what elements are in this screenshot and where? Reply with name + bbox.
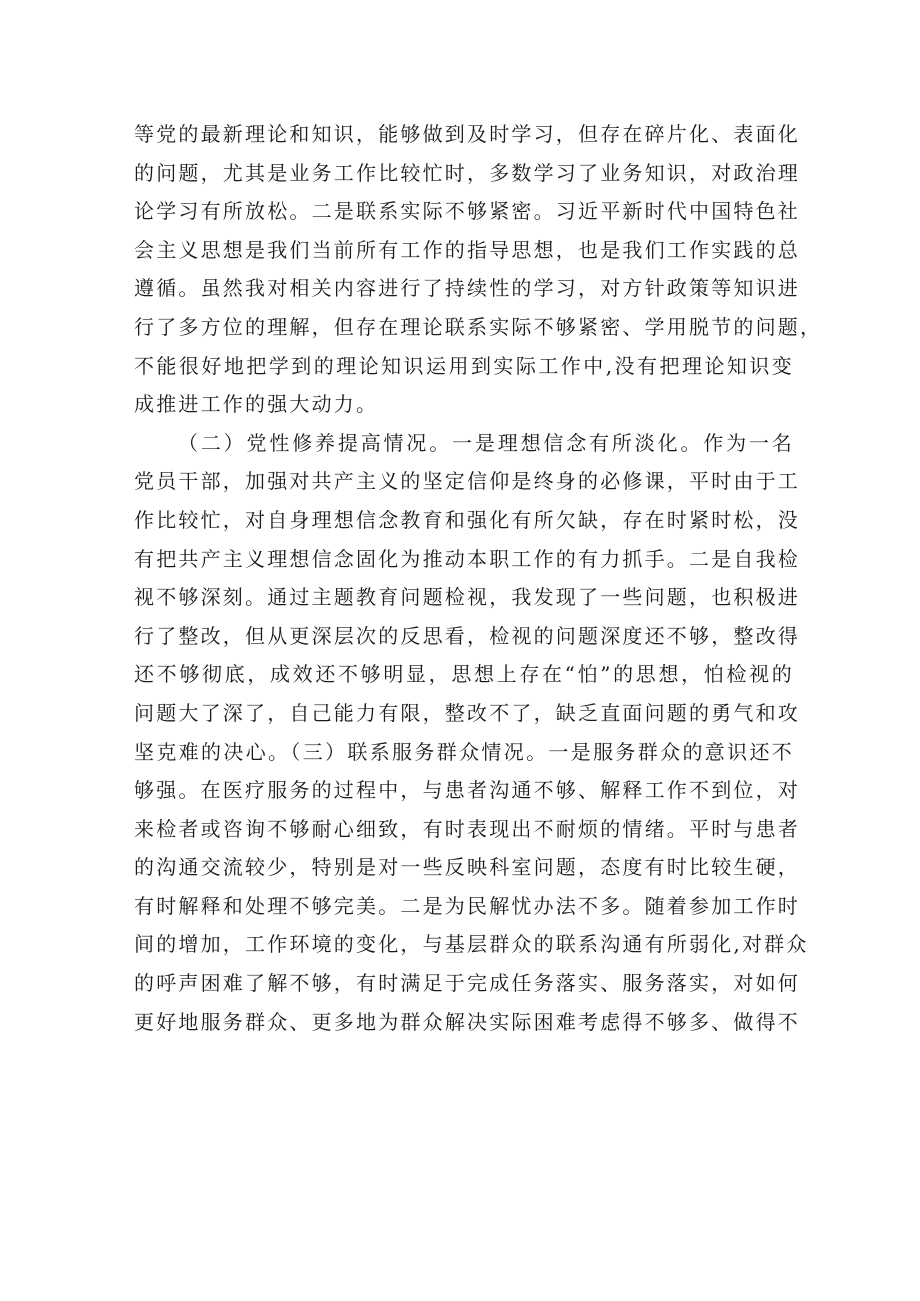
text-line: 会主义思想是我们当前所有工作的指导思想，也是我们工作实践的总	[134, 237, 800, 262]
text-line: 不能很好地把学到的理论知识运用到实际工作中,没有把理论知识变	[134, 353, 794, 378]
text-line: 视不够深刻。通过主题教育问题检视，我发现了一些问题，也积极进	[134, 585, 800, 610]
text-line: 成推进工作的强大动力。	[134, 392, 379, 417]
text-line: 还不够彻底，成效还不够明显，思想上存在“怕”的思想，怕检视的	[134, 662, 794, 687]
text-line: 更好地服务群众、更多地为群众解决实际困难考虑得不够多、做得不	[134, 1009, 800, 1034]
text-line: 的沟通交流较少，特别是对一些反映科室问题，态度有时比较生硬，	[134, 855, 800, 880]
text-line: 有把共产主义理想信念固化为推动本职工作的有力抓手。二是自我检	[134, 546, 800, 571]
body-text	[134, 115, 823, 1041]
text-line: 的呼声困难了解不够，有时满足于完成任务落实、服务落实，对如何	[134, 971, 800, 996]
text-line: 间的增加，工作环境的变化，与基层群众的联系沟通有所弱化,对群众	[134, 932, 809, 957]
text-line: 来检者或咨询不够耐心细致，有时表现出不耐烦的情绪。平时与患者	[134, 816, 800, 841]
text-line: 行了多方位的理解，但存在理论联系实际不够紧密、学用脱节的问题，	[134, 314, 823, 339]
text-line: 有时解释和处理不够完美。二是为民解忧办法不多。随着参加工作时	[134, 893, 800, 918]
text-line: 坚克难的决心。（三）联系服务群众情况。一是服务群众的意识还不	[134, 739, 794, 764]
text-line: 够强。在医疗服务的过程中，与患者沟通不够、解释工作不到位，对	[134, 778, 800, 803]
text-line: 的问题，尤其是业务工作比较忙时，多数学习了业务知识，对政治理	[134, 160, 800, 185]
text-line: 等党的最新理论和知识，能够做到及时学习，但存在碎片化、表面化	[134, 122, 800, 146]
text-line: 遵循。虽然我对相关内容进行了持续性的学习，对方针政策等知识进	[134, 276, 800, 301]
text-line: 作比较忙，对自身理想信念教育和强化有所欠缺，存在时紧时松，没	[134, 507, 800, 532]
text-line: （二）党性修养提高情况。一是理想信念有所淡化。作为一名	[178, 430, 794, 455]
text-line: 问题大了深了，自己能力有限，整改不了，缺乏直面问题的勇气和攻	[134, 700, 800, 725]
text-line: 党员干部，加强对共产主义的坚定信仰是终身的必修课，平时由于工	[134, 469, 800, 494]
text-line: 论学习有所放松。二是联系实际不够紧密。习近平新时代中国特色社	[134, 199, 800, 224]
text-line: 行了整改，但从更深层次的反思看，检视的问题深度还不够，整改得	[134, 623, 800, 648]
